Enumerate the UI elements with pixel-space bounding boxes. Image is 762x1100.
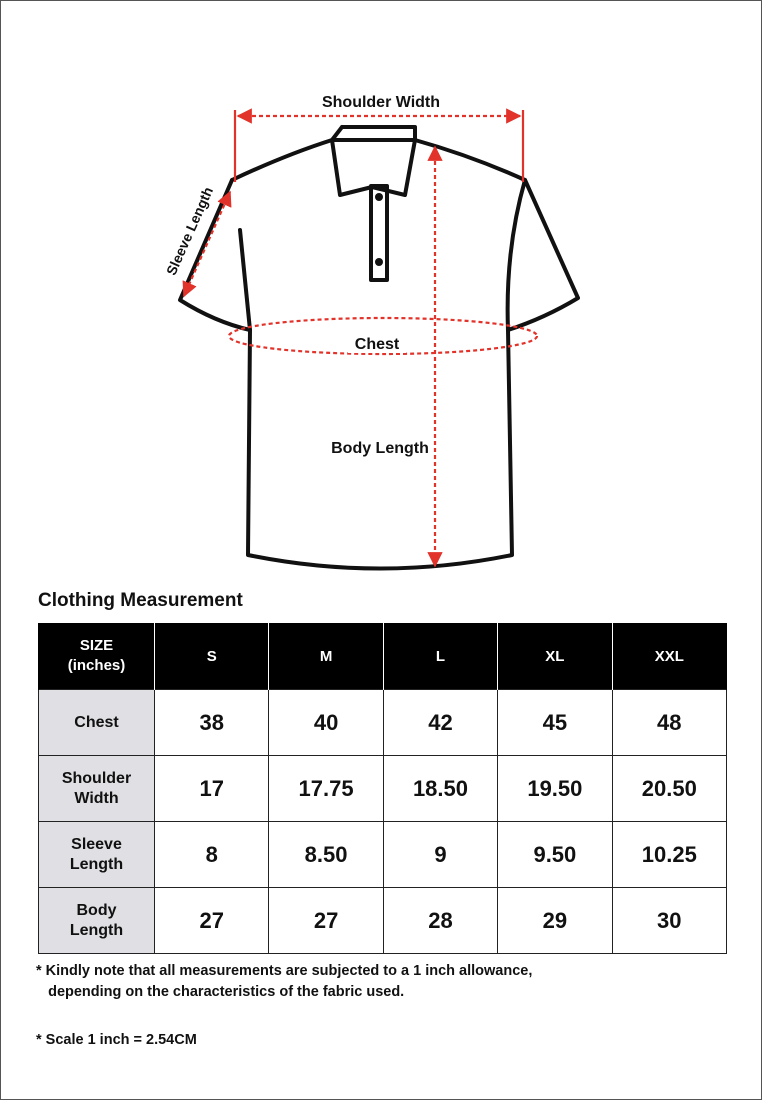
scale-note: * Scale 1 inch = 2.54CM (36, 1032, 197, 1048)
table-row (39, 822, 727, 888)
chest-label: Chest (354, 336, 400, 353)
table-cell: 9.50 (498, 822, 612, 888)
table-cell: 9 (383, 822, 497, 888)
table-cell: 17 (155, 756, 269, 822)
table-cell: 20.50 (612, 756, 726, 822)
table-cell: 40 (269, 690, 383, 756)
table-cell: 30 (612, 888, 726, 954)
table-cell: 48 (612, 690, 726, 756)
table-cell: 38 (155, 690, 269, 756)
table-cell: 27 (155, 888, 269, 954)
table-row (39, 756, 727, 822)
row-label-shoulder-width: Shoulder Width (39, 756, 155, 822)
table-cell: 10.25 (612, 822, 726, 888)
shoulder-width-label: Shoulder Width (321, 94, 441, 111)
table-cell: 19.50 (498, 756, 612, 822)
size-header: M (269, 623, 383, 690)
body-length-label: Body Length (331, 440, 429, 457)
button-top (375, 193, 383, 201)
size-unit-header: SIZE (inches) (39, 623, 155, 690)
size-header: S (155, 623, 269, 690)
size-header: XXL (612, 623, 726, 690)
left-sleeve (180, 180, 250, 330)
table-cell: 17.75 (269, 756, 383, 822)
table-row (39, 690, 727, 756)
size-table (38, 623, 727, 954)
table-cell: 18.50 (383, 756, 497, 822)
table-cell: 29 (498, 888, 612, 954)
size-header: XL (498, 623, 612, 690)
table-cell: 45 (498, 690, 612, 756)
table-cell: 27 (269, 888, 383, 954)
size-header: L (383, 623, 497, 690)
table-cell: 8.50 (269, 822, 383, 888)
button-bottom (375, 258, 383, 266)
row-label-chest: Chest (39, 690, 155, 756)
table-header-row (39, 623, 727, 690)
allowance-note: * Kindly note that all measurements are subjected to a 1 inch allowance, depending on the characteristics of the fabric used. (36, 963, 533, 1000)
table-cell: 28 (383, 888, 497, 954)
sleeve-length-label: Sleeve Length (162, 184, 217, 278)
table-title: Clothing Measurement (38, 590, 243, 611)
row-label-sleeve-length: Sleeve Length (39, 822, 155, 888)
table-cell: 8 (155, 822, 269, 888)
row-label-body-length: Body Length (39, 888, 155, 954)
table-cell: 42 (383, 690, 497, 756)
table-row (39, 888, 727, 954)
